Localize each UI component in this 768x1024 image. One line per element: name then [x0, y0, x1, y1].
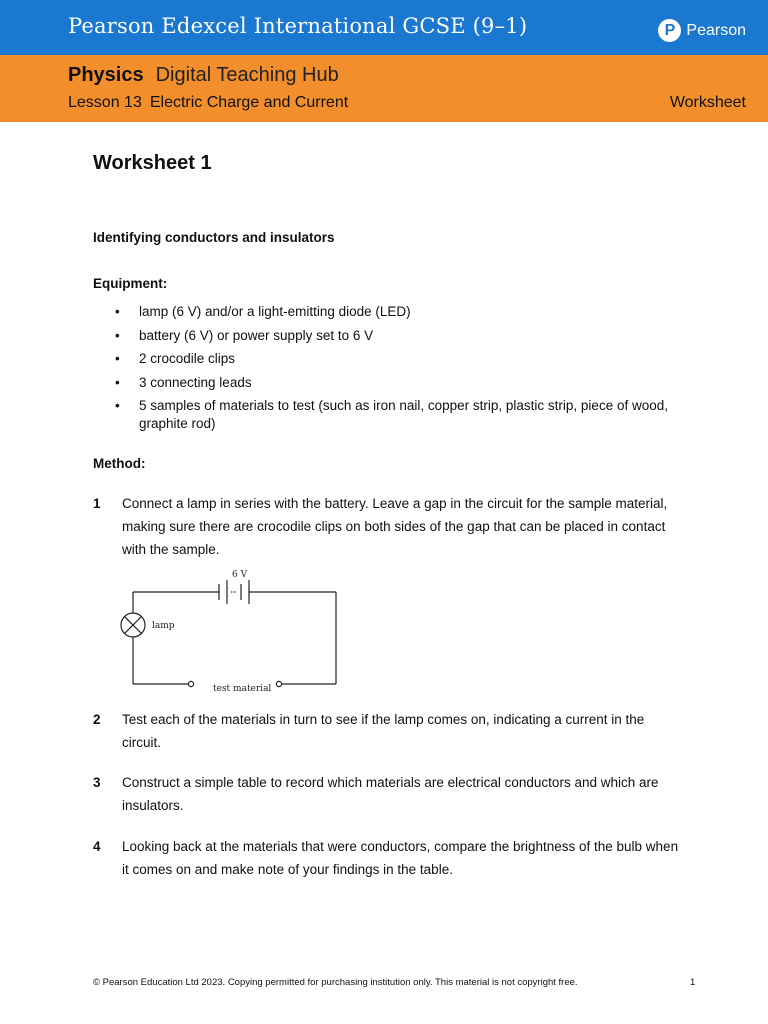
method-label: Method:	[93, 456, 146, 471]
lamp-label: lamp	[152, 621, 175, 631]
activity-heading: Identifying conductors and insulators	[93, 230, 335, 245]
test-terminal	[276, 681, 281, 686]
equipment-item: • 2 crocodile clips	[93, 350, 683, 368]
subject-name: Physics	[68, 64, 144, 86]
step-number: 4	[93, 839, 101, 854]
test-material-label: test material	[213, 684, 272, 694]
step-number: 3	[93, 775, 101, 790]
circuit-diagram	[118, 566, 348, 698]
step-text: Test each of the materials in turn to see if the lamp comes on, indicating a current in the circuit.	[122, 712, 645, 750]
course-title: Pearson Edexcel International GCSE (9–1)	[68, 14, 528, 38]
equipment-list	[93, 303, 683, 439]
top-banner	[0, 0, 768, 60]
method-step	[93, 708, 683, 754]
step-number: 1	[93, 496, 101, 511]
method-step	[93, 835, 683, 881]
subject-banner	[0, 55, 768, 122]
equipment-label: Equipment:	[93, 276, 168, 291]
equipment-item: • 5 samples of materials to test (such as iron nail, copper strip, plastic strip, piece of wood, graphite rod)	[93, 397, 683, 433]
lesson-title: Electric Charge and Current	[149, 94, 349, 111]
pearson-logo-icon: P	[658, 19, 681, 42]
pearson-logo	[658, 19, 746, 42]
equipment-item: • battery (6 V) or power supply set to 6 V	[93, 327, 683, 345]
hub-name: Digital Teaching Hub	[155, 64, 339, 86]
worksheet-title: Worksheet 1	[93, 152, 212, 174]
pearson-brand-name: Pearson	[686, 21, 746, 39]
method-step	[93, 771, 683, 817]
test-terminal	[188, 681, 193, 686]
lesson-line	[68, 94, 348, 112]
page-number: 1	[690, 977, 696, 988]
copyright-notice: © Pearson Education Ltd 2023. Copying permitted for purchasing institution only. This material is not copyright free.	[93, 977, 578, 988]
step-number: 2	[93, 712, 101, 727]
method-step	[93, 492, 683, 561]
document-type: Worksheet	[669, 94, 746, 111]
equipment-item: • 3 connecting leads	[93, 374, 683, 392]
subject-line	[68, 64, 339, 87]
equipment-item: • lamp (6 V) and/or a light-emitting diode (LED)	[93, 303, 683, 321]
lesson-number: Lesson 13	[68, 94, 142, 111]
step-text: Construct a simple table to record which materials are electrical conductors and which are insulators.	[122, 775, 659, 813]
battery-label: 6 V	[232, 570, 248, 580]
step-text: Looking back at the materials that were conductors, compare the brightness of the bulb when it comes on and make note of your findings in the table.	[122, 839, 679, 877]
step-text: Connect a lamp in series with the battery. Leave a gap in the circuit for the sample material, making sure there are crocodile clips on both sides of the gap that can be placed in contact with the sample.	[122, 496, 668, 557]
